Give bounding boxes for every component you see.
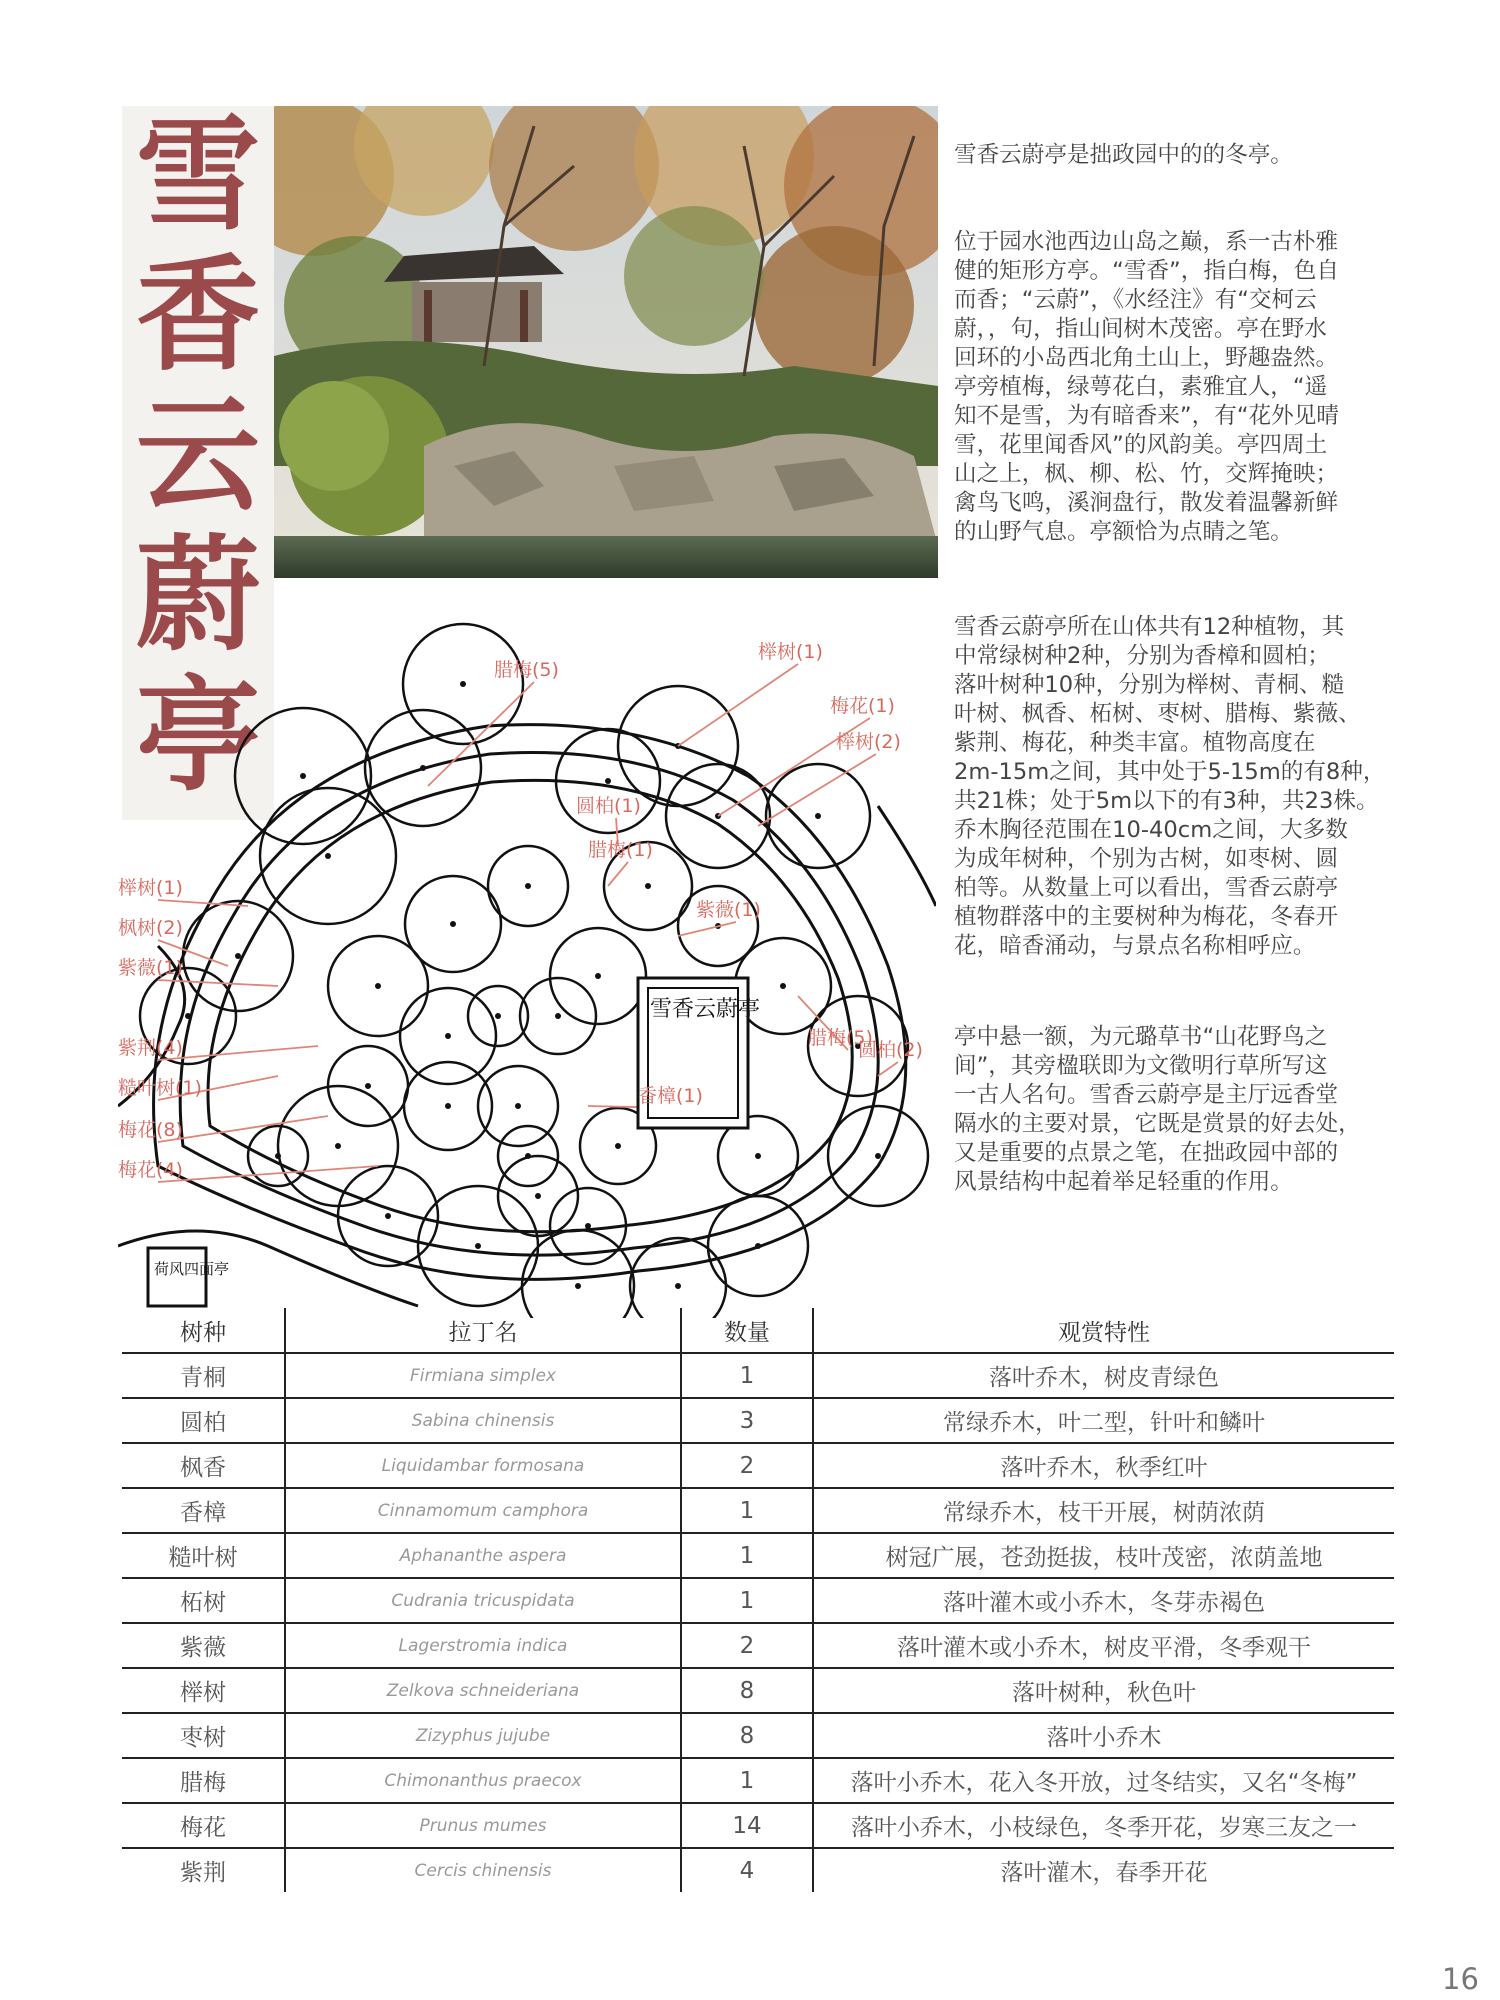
latin-name-cell: Firmiana simplex <box>285 1353 681 1398</box>
latin-name-cell: Cinnamomum camphora <box>285 1488 681 1533</box>
feature-cell: 落叶小乔木，小枝绿色，冬季开花，岁寒三友之一 <box>813 1803 1394 1848</box>
plant-label: 梅花(4) <box>118 1159 183 1181</box>
species-cell: 枣树 <box>122 1713 285 1758</box>
species-cell: 腊梅 <box>122 1758 285 1803</box>
page-number: 16 <box>1442 1962 1479 1996</box>
feature-cell: 落叶小乔木，花入冬开放，过冬结实，又名“冬梅” <box>813 1758 1394 1803</box>
species-cell: 糙叶树 <box>122 1533 285 1578</box>
plant-label: 糙叶树(1) <box>118 1077 202 1099</box>
tree-trunk-dot <box>335 1143 341 1149</box>
count-cell: 4 <box>681 1848 813 1892</box>
species-cell: 圆柏 <box>122 1398 285 1443</box>
tree-trunk-dot <box>535 1193 541 1199</box>
count-cell: 1 <box>681 1758 813 1803</box>
plant-label: 榉树(1) <box>758 641 823 663</box>
tree-trunk-dot <box>780 983 786 989</box>
feature-cell: 落叶灌木，春季开花 <box>813 1848 1394 1892</box>
table-row <box>122 1668 1394 1713</box>
table-row <box>122 1488 1394 1533</box>
table-row <box>122 1803 1394 1848</box>
count-cell: 1 <box>681 1533 813 1578</box>
tree-trunk-dot <box>445 1103 451 1109</box>
page-title-char: 香 <box>135 243 260 388</box>
plant-label: 榉树(2) <box>836 731 901 753</box>
species-cell: 梅花 <box>122 1803 285 1848</box>
count-cell: 2 <box>681 1443 813 1488</box>
tree-trunk-dot <box>755 1243 761 1249</box>
label-leader-line <box>608 862 628 886</box>
tree-trunk-dot <box>450 921 456 927</box>
tree-trunk-dot <box>460 681 466 687</box>
latin-name-cell: Liquidambar formosana <box>285 1443 681 1488</box>
table-row <box>122 1713 1394 1758</box>
label-leader-line <box>158 1166 378 1182</box>
tree-trunk-dot <box>585 1223 591 1229</box>
latin-name-cell: Zelkova schneideriana <box>285 1668 681 1713</box>
plants-paragraph: 雪香云蔚亭所在山体共有12种植物，其 中常绿树种2种，分别为香樟和圆柏； 落叶树种10种，分别为榉树、青桐、糙 叶树、枫香、柘树、枣树、腊梅、紫薇、 紫荆、梅花，种类丰富。植物高度在 2m-15m之间，其中处于5-15m的有8种， 共21株；处于5m以下的有3种，共23株。 乔木胸径范围在10-40cm之间，大多数 为成年树种，个别为古树，如枣树、圆 柏等。从数量上可以看出，雪香云蔚亭 植物群落中的主要树种为梅花，冬春开 花，暗香涌动，与景点名称相呼应。 <box>954 614 1386 959</box>
species-cell: 紫薇 <box>122 1623 285 1668</box>
latin-name-cell: Chimonanthus praecox <box>285 1758 681 1803</box>
table-row <box>122 1443 1394 1488</box>
tree-trunk-dot <box>275 1153 281 1159</box>
page-title-char: 蔚 <box>135 523 260 668</box>
plant-label: 香樟(1) <box>638 1085 703 1107</box>
tree-trunk-dot <box>755 1153 761 1159</box>
tree-canopy <box>630 1238 726 1318</box>
tree-trunk-dot <box>645 883 651 889</box>
pavilion-label: 雪香云蔚亭 <box>650 997 761 1022</box>
count-cell: 14 <box>681 1803 813 1848</box>
species-cell: 榉树 <box>122 1668 285 1713</box>
species-cell: 紫荆 <box>180 1860 226 1886</box>
plant-label: 紫薇(1) <box>696 899 761 921</box>
column-header: 观赏特性 <box>813 1308 1394 1353</box>
location-paragraph: 位于园水池西边山岛之巅，系一古朴雅 健的矩形方亭。“雪香”，指白梅，色自 而香；“云蔚”，《水经注》有“交柯云 蔚，，句，指山间树木茂密。亭在野水 回环的小岛西北角土山上，野趣盎然。 亭旁植梅，绿萼花白，素雅宜人，“遥 知不是雪，为有暗香来”，有“花外见晴 雪，花里闻香风”的风韵美。亭四周土 山之上，枫、柳、松、竹，交辉掩映； 禽鸟飞鸣，溪涧盘行，散发着温馨新鲜 的山野气息。亭额恰为点睛之笔。 <box>954 229 1339 545</box>
species-table <box>122 1308 1394 1892</box>
count-cell: 1 <box>681 1578 813 1623</box>
intro-paragraph: 雪香云蔚亭是拙政园中的的冬亭。 <box>954 142 1293 168</box>
species-cell: 枫香 <box>122 1443 285 1488</box>
table-header-row <box>122 1308 1394 1353</box>
tree-canopies <box>140 624 928 1318</box>
feature-cell: 落叶树种，秋色叶 <box>813 1668 1394 1713</box>
feature-cell: 落叶乔木，秋季红叶 <box>813 1443 1394 1488</box>
feature-cell: 落叶乔木，树皮青绿色 <box>813 1353 1394 1398</box>
latin-name-cell: Lagerstromia indica <box>285 1623 681 1668</box>
tree-trunk-dot <box>385 1213 391 1219</box>
feature-cell: 树冠广展，苍劲挺拔，枝叶茂密，浓荫盖地 <box>813 1533 1394 1578</box>
table-row <box>122 1398 1394 1443</box>
latin-name-cell: Zizyphus jujube <box>285 1713 681 1758</box>
feature-cell: 落叶灌木或小乔木，冬芽赤褐色 <box>813 1578 1394 1623</box>
plant-label: 梅花(1) <box>830 695 895 717</box>
label-leader-line <box>878 1062 898 1076</box>
count-cell: 1 <box>681 1488 813 1533</box>
feature-cell: 落叶灌木或小乔木，树皮平滑，冬季观干 <box>813 1623 1394 1668</box>
plant-label: 紫薇(1) <box>118 957 183 979</box>
plant-label: 腊梅(5) <box>494 659 559 681</box>
plant-label: 圆柏(2) <box>858 1039 923 1061</box>
column-header: 拉丁名 <box>285 1308 681 1353</box>
table-row <box>122 1533 1394 1578</box>
tree-trunk-dot <box>235 953 241 959</box>
plant-label: 紫荆(4) <box>118 1037 183 1059</box>
feature-cell: 落叶小乔木 <box>813 1713 1394 1758</box>
latin-name-cell: Cercis chinensis <box>285 1848 681 1892</box>
tree-trunk-dot <box>445 1033 451 1039</box>
tree-trunk-dot <box>875 1153 881 1159</box>
tree-trunk-dot <box>525 883 531 889</box>
page-title-char: 亭 <box>135 663 260 808</box>
count-cell: 8 <box>681 1668 813 1713</box>
tree-trunk-dot <box>615 1143 621 1149</box>
feature-cell: 常绿乔木，叶二型，针叶和鳞叶 <box>813 1398 1394 1443</box>
planting-plan-sketch <box>118 606 936 1318</box>
count-cell: 1 <box>681 1353 813 1398</box>
label-leader-line <box>158 980 278 986</box>
count-cell: 8 <box>681 1713 813 1758</box>
table-row <box>122 1758 1394 1803</box>
species-cell: 青桐 <box>122 1353 285 1398</box>
tree-trunk-dot <box>575 1283 581 1289</box>
latin-name-cell: Aphananthe aspera <box>285 1533 681 1578</box>
tree-trunk-dot <box>595 973 601 979</box>
plant-label: 梅花(8) <box>118 1119 183 1141</box>
tree-trunk-dot <box>375 983 381 989</box>
page-title-char: 云 <box>135 383 260 528</box>
pavilion-photo <box>274 106 938 578</box>
table-row <box>122 1848 1394 1892</box>
tree-trunk-dot <box>185 1013 191 1019</box>
tree-trunk-dot <box>675 1283 681 1289</box>
count-cell: 2 <box>681 1623 813 1668</box>
latin-name-cell: Sabina chinensis <box>285 1398 681 1443</box>
label-leader-line <box>678 922 736 936</box>
tree-trunk-dot <box>515 1103 521 1109</box>
count-cell: 3 <box>681 1398 813 1443</box>
column-header: 数量 <box>681 1308 813 1353</box>
table-row <box>122 1623 1394 1668</box>
plaque-paragraph: 亭中悬一额，为元璐草书“山花野鸟之 间”，其旁楹联即为文徵明行草所写这 一古人名句。雪香云蔚亭是主厅远香堂 隔水的主要对景，它既是赏景的好去处， 又是重要的点景之笔，在拙政园中部的 风景结构中起着举足轻重的作用。 <box>954 1024 1361 1195</box>
column-header: 树种 <box>122 1308 285 1353</box>
plant-label: 腊梅(5) <box>808 1027 873 1049</box>
plant-label: 枫树(2) <box>118 917 183 939</box>
plant-label: 腊梅(1) <box>588 839 653 861</box>
plant-label: 榉树(1) <box>118 877 183 899</box>
tree-trunk-dot <box>475 1243 481 1249</box>
table-row <box>122 1578 1394 1623</box>
table-row <box>122 1353 1394 1398</box>
tree-trunk-dot <box>365 1083 371 1089</box>
tree-trunk-dot <box>325 853 331 859</box>
latin-name-cell: Cudrania tricuspidata <box>285 1578 681 1623</box>
species-cell: 柘树 <box>122 1578 285 1623</box>
page-title-char: 雪 <box>135 103 260 248</box>
tree-trunk-dot <box>495 1013 501 1019</box>
latin-name-cell: Prunus mumes <box>285 1803 681 1848</box>
tree-trunk-dot <box>420 765 426 771</box>
stamp-text: 荷风四面亭 <box>154 1260 230 1278</box>
feature-cell: 常绿乔木，枝干开展，树荫浓荫 <box>813 1488 1394 1533</box>
tree-trunk-dot <box>605 778 611 784</box>
tree-trunk-dot <box>300 773 306 779</box>
species-cell: 香樟 <box>122 1488 285 1533</box>
tree-trunk-dot <box>815 813 821 819</box>
tree-trunk-dot <box>555 1013 561 1019</box>
plant-label: 圆柏(1) <box>576 795 641 817</box>
